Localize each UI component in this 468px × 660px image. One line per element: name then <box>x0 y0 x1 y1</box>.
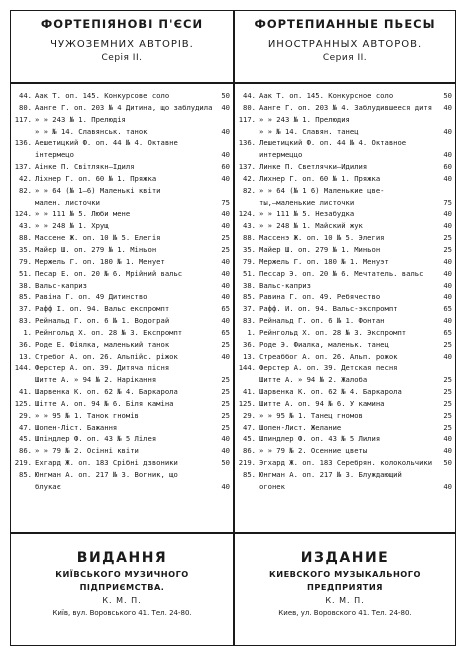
list-item <box>12 208 230 220</box>
item-title: ты,—маленькие листочки <box>259 197 355 207</box>
item-title: Шитте А. » 94 № 2. Жалоба <box>259 375 368 385</box>
item-price: 40 <box>221 102 230 112</box>
item-title: Вальс-каприз <box>259 280 311 290</box>
item-price: 65 <box>221 327 230 337</box>
item-price: 40 <box>443 221 452 231</box>
right-header <box>236 16 454 64</box>
item-title: Шпиндлер Ф. оп. 43 № 5 Лилия <box>259 434 381 444</box>
item-price: 40 <box>443 102 452 112</box>
item-price: 40 <box>443 256 452 266</box>
item-number: 44. <box>19 91 32 100</box>
item-price: 40 <box>443 351 452 361</box>
item-price: 50 <box>443 458 452 468</box>
item-title: Равина Г. оп. 49. Ребячество <box>259 292 381 302</box>
item-number: 45. <box>19 434 32 444</box>
item-number: 1. <box>247 327 256 337</box>
item-number <box>12 374 32 386</box>
item-price: 40 <box>221 173 230 183</box>
list-item <box>236 291 452 303</box>
item-title: Массене Ж. оп. 10 № 5. Елегія <box>35 233 161 243</box>
item-price: 40 <box>443 126 452 136</box>
item-title: Рейнальд Г. оп. 6 № 1. Водограй <box>35 316 170 326</box>
item-number: 85. <box>19 292 32 302</box>
list-item <box>12 303 230 315</box>
list-item <box>12 422 230 434</box>
list-item <box>236 90 452 102</box>
item-title: Майер Ш. оп. 279 № 1. Миньон <box>259 244 381 254</box>
item-price: 25 <box>221 398 230 408</box>
list-item <box>236 161 452 173</box>
item-price: 25 <box>443 410 452 420</box>
list-item <box>236 315 452 327</box>
list-item <box>236 280 452 292</box>
item-number: 117. <box>238 114 256 124</box>
item-title: » » 95 № 1. Танец гномов <box>259 410 363 420</box>
item-price: 25 <box>221 339 230 349</box>
item-price: 65 <box>221 304 230 314</box>
list-item <box>236 220 452 232</box>
item-title: Рафф. И. оп. 94. Вальс-экспромпт <box>259 304 398 314</box>
item-price: 40 <box>443 316 452 326</box>
item-price: 25 <box>443 422 452 432</box>
item-price: 75 <box>443 197 452 207</box>
item-price <box>440 185 452 197</box>
item-price: 40 <box>221 446 230 456</box>
item-number: 137. <box>238 162 256 172</box>
item-number: 38. <box>19 280 32 290</box>
item-price: 25 <box>221 422 230 432</box>
item-title: Равіна Г. оп. 49 Дитинство <box>35 292 148 302</box>
item-number <box>12 149 32 161</box>
list-item <box>236 469 452 481</box>
item-number: 41. <box>19 387 32 397</box>
list-item <box>236 398 452 410</box>
item-number: 86. <box>19 446 32 456</box>
item-price: 25 <box>221 375 230 385</box>
item-price <box>440 137 452 149</box>
item-price <box>440 362 452 374</box>
item-number: 37. <box>19 304 32 314</box>
item-price: 40 <box>221 292 230 302</box>
item-number: 38. <box>243 280 256 290</box>
item-number: 29. <box>19 410 32 420</box>
item-price: 25 <box>443 387 452 397</box>
list-item <box>236 457 452 469</box>
right-footer-title: ИЗДАНИЕ <box>300 550 390 566</box>
list-item <box>236 362 452 374</box>
item-number: 144. <box>238 363 256 373</box>
item-title: Линке П. Светлячки—Идилия <box>259 162 368 172</box>
item-title: Массенэ Ж. оп. 10 № 5. Элегия <box>259 233 385 243</box>
item-title: Шопен-Ліст. Бажання <box>35 422 118 432</box>
item-number: 47. <box>19 422 32 432</box>
item-price: 25 <box>443 398 452 408</box>
left-footer-abbr: К. М. П. <box>102 596 142 605</box>
list-item <box>12 327 230 339</box>
left-subtitle: ЧУЖОЗЕМНИХ АВТОРІВ. <box>50 39 194 50</box>
item-title: блукає <box>35 481 61 491</box>
item-number: 79. <box>243 256 256 266</box>
item-price: 40 <box>221 280 230 290</box>
item-price <box>440 114 452 126</box>
item-price: 60 <box>443 162 452 172</box>
item-number <box>236 374 256 386</box>
item-title: Аінке П. Світлякн—Ідиля <box>35 162 135 172</box>
item-title: » » 111 № 5. Люби мене <box>35 209 131 219</box>
item-title: » » № 14. Славянськ. танок <box>35 126 148 136</box>
item-title: Мержель Г. оп. 180 № 1. Менуэт <box>259 256 389 266</box>
item-title: » » № 14. Славян. танец <box>259 126 359 136</box>
list-item <box>236 481 452 493</box>
item-number: 47. <box>243 422 256 432</box>
list-item <box>236 232 452 244</box>
item-number: 36. <box>19 339 32 349</box>
list-item <box>236 208 452 220</box>
list-item <box>12 244 230 256</box>
item-number: 82. <box>19 185 32 195</box>
item-price: 40 <box>443 268 452 278</box>
item-title: мален. листочки <box>35 197 100 207</box>
item-number: 29. <box>243 410 256 420</box>
item-price <box>218 185 230 197</box>
item-title: Пессар Э. оп. 20 № 6. Мечтатель. вальс <box>259 268 424 278</box>
item-price: 25 <box>221 387 230 397</box>
item-number: 219. <box>14 458 32 468</box>
item-number <box>236 197 256 209</box>
right-title: ФОРТЕПИАННЫЕ ПЬЕСЫ <box>254 17 436 31</box>
item-number: 136. <box>14 138 32 148</box>
item-price <box>218 137 230 149</box>
item-number: 82. <box>243 185 256 195</box>
item-title: Рафф І. оп. 94. Вальс експромпт <box>35 304 170 314</box>
item-title: Юнгман А. оп. 217 № 3. Блуждающий <box>259 470 402 479</box>
item-number: 86. <box>243 446 256 456</box>
item-title: Ліхнер Г. оп. 60 № 1. Пряжка <box>35 173 157 183</box>
item-number: 144. <box>14 363 32 373</box>
list-item <box>236 386 452 398</box>
list-item <box>236 339 452 351</box>
list-item <box>236 327 452 339</box>
item-title: Песар Е. оп. 20 № 6. Мрійний вальс <box>35 268 183 278</box>
list-item <box>12 398 230 410</box>
item-price: 40 <box>443 280 452 290</box>
left-footer-address: Київ, вул. Воровського 41. Тел. 24-80. <box>52 609 192 617</box>
item-price: 40 <box>443 434 452 444</box>
list-item <box>236 433 452 445</box>
item-price: 40 <box>221 150 230 160</box>
item-price: 40 <box>443 446 452 456</box>
item-price: 40 <box>443 292 452 302</box>
item-number: 51. <box>243 268 256 278</box>
item-number <box>236 126 256 138</box>
left-header <box>12 16 232 64</box>
item-price: 75 <box>221 197 230 207</box>
item-price: 25 <box>221 233 230 243</box>
item-title: Шитте А. оп. 94 № 6. У камина <box>259 398 385 408</box>
left-price-list <box>12 90 230 493</box>
item-number: 41. <box>243 387 256 397</box>
item-price <box>218 362 230 374</box>
list-item <box>12 386 230 398</box>
list-item <box>12 291 230 303</box>
item-number: 42. <box>19 173 32 183</box>
item-price: 50 <box>443 91 452 100</box>
item-title: Лешетицкий Ф. оп. 44 № 4. Октавное <box>259 138 407 148</box>
item-number: 124. <box>14 209 32 219</box>
item-title: Аак Т. оп. 145. Конкурсное соло <box>259 91 394 100</box>
item-price <box>218 114 230 126</box>
item-title: » » 248 № 1. Майский жук <box>259 221 363 231</box>
item-title: Шарвенка К. оп. 62 № 4. Баркарола <box>259 387 402 397</box>
list-item <box>12 185 230 197</box>
item-number: 83. <box>19 316 32 326</box>
item-number: 35. <box>19 244 32 254</box>
item-title: Ехгард Ж. оп. 183 Срібні дзвоники <box>35 458 178 468</box>
left-footer-title: ВИДАННЯ <box>76 550 168 566</box>
list-item <box>236 114 452 126</box>
item-title: Мержель Г. оп. 180 № 1. Менует <box>35 256 165 266</box>
item-number <box>12 481 32 493</box>
item-number: 43. <box>19 221 32 231</box>
item-price: 65 <box>443 304 452 314</box>
item-title: Аанге Г. оп. 203 № 4 Дитина, що заблудила <box>35 102 213 112</box>
item-price: 40 <box>443 173 452 183</box>
item-title: Стреаббог А. оп. 26. Альп. рожок <box>259 351 398 361</box>
list-item <box>236 268 452 280</box>
right-footer-address: Киев, ул. Воровского 41. Тел. 24-80. <box>278 609 412 617</box>
list-item <box>12 137 230 149</box>
list-item <box>12 114 230 126</box>
item-price: 25 <box>443 339 452 349</box>
list-item <box>12 149 230 161</box>
item-title: Шітте А. оп. 94 № 6. Біля каміна <box>35 398 174 408</box>
list-item <box>12 268 230 280</box>
list-item <box>12 173 230 185</box>
item-title: интермеццо <box>259 150 303 160</box>
list-item <box>12 351 230 363</box>
right-footer-abbr: К. М. П. <box>325 596 365 605</box>
list-item <box>236 303 452 315</box>
item-price: 40 <box>221 434 230 444</box>
item-number <box>236 481 256 493</box>
item-price: 25 <box>221 244 230 254</box>
item-price: 50 <box>221 458 230 468</box>
item-number: 83. <box>243 316 256 326</box>
list-item <box>12 315 230 327</box>
left-footer-publisher: КИЇВСЬКОГО МУЗИЧНОГО ПІДПРИЄМСТВА. <box>55 569 189 592</box>
list-item <box>236 445 452 457</box>
item-price <box>440 469 452 481</box>
list-item <box>12 256 230 268</box>
item-title: Ферстер А. оп. 39. Детская песня <box>259 363 398 373</box>
header-divider <box>10 82 456 84</box>
item-title: » » 248 № 1. Хрущ <box>35 221 109 231</box>
list-item <box>236 126 452 138</box>
item-title: огонек <box>259 481 285 491</box>
item-number: 137. <box>14 162 32 172</box>
item-price: 25 <box>221 410 230 420</box>
item-price: 40 <box>221 268 230 278</box>
list-item <box>12 280 230 292</box>
item-number <box>12 197 32 209</box>
item-title: Аешетицкий Ф. оп. 44 № 4. Октавне <box>35 138 178 148</box>
left-title: ФОРТЕПІЯНОВІ П'ЄСИ <box>40 17 204 31</box>
item-price: 40 <box>221 351 230 361</box>
item-title: Вальс-каприз <box>35 280 87 290</box>
item-title: Аак Т. оп. 145. Конкурсове соло <box>35 91 170 100</box>
item-price <box>218 469 230 481</box>
list-item <box>12 445 230 457</box>
left-series: Серія II. <box>101 53 143 63</box>
item-title: Шопен-Лист. Желание <box>259 422 342 432</box>
list-item <box>236 102 452 114</box>
item-title: Майєр Ш. оп. 279 № 1. Міньон <box>35 244 157 254</box>
item-title: Шарвенка К. оп. 62 № 4. Баркарола <box>35 387 178 397</box>
footer-divider <box>10 532 456 534</box>
item-number: 44. <box>243 91 256 100</box>
item-number: 85. <box>243 292 256 302</box>
right-series: Серия II. <box>322 53 368 63</box>
list-item <box>236 374 452 386</box>
list-item <box>12 469 230 481</box>
item-number: 219. <box>238 458 256 468</box>
list-item <box>12 481 230 493</box>
list-item <box>12 410 230 422</box>
right-price-list <box>236 90 452 493</box>
list-item <box>12 220 230 232</box>
list-item <box>12 232 230 244</box>
item-price: 40 <box>221 481 230 491</box>
item-title: » » 79 № 2. Осенние цветы <box>259 446 368 456</box>
item-number: 80. <box>243 102 256 112</box>
item-price: 40 <box>221 209 230 219</box>
item-price: 40 <box>443 150 452 160</box>
list-item <box>236 185 452 197</box>
item-title: Лихнер Г. оп. 60 № 1. Пряжка <box>259 173 381 183</box>
item-number: 88. <box>243 233 256 243</box>
list-item <box>12 161 230 173</box>
item-number: 51. <box>19 268 32 278</box>
item-title: Аанге Г. оп. 203 № 4. Заблудившееся дитя <box>259 102 433 112</box>
list-item <box>12 126 230 138</box>
item-number: 36. <box>243 339 256 349</box>
list-item <box>12 374 230 386</box>
item-number: 37. <box>243 304 256 314</box>
item-number: 79. <box>19 256 32 266</box>
item-title: Эгхард Ж. оп. 183 Серебрян. колокольчики <box>259 458 433 468</box>
list-item <box>12 339 230 351</box>
item-title: » » 79 № 2. Осінні квіти <box>35 446 139 456</box>
item-price: 40 <box>221 256 230 266</box>
item-price: 40 <box>443 481 452 491</box>
item-number: 43. <box>243 221 256 231</box>
item-number: 88. <box>19 233 32 243</box>
list-item <box>236 422 452 434</box>
item-number: 1. <box>23 327 32 337</box>
list-item <box>236 149 452 161</box>
list-item <box>236 410 452 422</box>
item-title: Юнгман А. оп. 217 № 3. Вогник, що <box>35 470 178 479</box>
list-item <box>236 256 452 268</box>
item-title: Шитте А. » 94 № 2. Нарікання <box>35 375 157 385</box>
item-title: » » 64 (№ 1 6) Маленькие цве- <box>259 185 385 195</box>
right-subtitle: ИНОСТРАННЫХ АВТОРОВ. <box>267 39 423 50</box>
item-number: 125. <box>238 398 256 408</box>
item-title: Ферстер А. оп. 39. Дитяча пісня <box>35 363 170 373</box>
list-item <box>236 173 452 185</box>
item-price: 25 <box>443 375 452 385</box>
item-number: 125. <box>14 398 32 408</box>
item-number: 136. <box>238 138 256 148</box>
column-divider <box>233 10 235 646</box>
item-price: 40 <box>221 126 230 136</box>
item-number: 124. <box>238 209 256 219</box>
list-item <box>12 457 230 469</box>
item-title: » » 95 № 1. Танок гномів <box>35 410 139 420</box>
item-title: Рейнальд Г. оп. 6 № 1. Фонтан <box>259 316 385 326</box>
item-title: Роде Э. Фиалка, маленьк. танец <box>259 339 389 349</box>
list-item <box>12 197 230 209</box>
right-footer-publisher: КИЕВСКОГО МУЗЫКАЛЬНОГО ПРЕДПРИЯТИЯ <box>269 569 421 592</box>
list-item <box>236 244 452 256</box>
list-item <box>12 90 230 102</box>
item-price: 40 <box>443 209 452 219</box>
item-price: 40 <box>221 316 230 326</box>
right-footer <box>236 548 454 620</box>
item-price: 25 <box>443 244 452 254</box>
item-number: 13. <box>19 351 32 361</box>
list-item <box>12 362 230 374</box>
item-price: 50 <box>221 91 230 100</box>
item-number: 13. <box>243 351 256 361</box>
item-title: Шпіндлер Ф. оп. 43 № 5 Лілея <box>35 434 157 444</box>
item-title: » » 64 (№ 1—6) Маленькі квіти <box>35 185 161 195</box>
item-title: » » 243 № 1. Прелюдія <box>35 114 126 124</box>
item-number <box>236 149 256 161</box>
list-item <box>12 102 230 114</box>
item-title: інтермецо <box>35 150 74 160</box>
item-number: 85. <box>19 470 32 479</box>
item-number: 117. <box>14 114 32 124</box>
item-number: 42. <box>243 173 256 183</box>
list-item <box>236 351 452 363</box>
item-number <box>12 126 32 138</box>
item-number: 35. <box>243 244 256 254</box>
item-number: 45. <box>243 434 256 444</box>
item-title: Стребог А. оп. 26. Альпійс. ріжок <box>35 351 178 361</box>
left-footer <box>12 548 232 620</box>
item-price: 40 <box>221 221 230 231</box>
item-title: Роде Е. Фіялка, маленький танок <box>35 339 170 349</box>
item-price: 25 <box>443 233 452 243</box>
item-title: » » 111 № 5. Незабудка <box>259 209 355 219</box>
item-number: 85. <box>243 470 256 479</box>
item-title: Рейнгольд Х. оп. 28 № 3. Експромпт <box>35 327 183 337</box>
item-number: 80. <box>19 102 32 112</box>
item-price: 65 <box>443 327 452 337</box>
item-price: 60 <box>221 162 230 172</box>
item-title: » » 243 № 1. Прелюдия <box>259 114 350 124</box>
item-title: Рейнгольд Х. оп. 28 № 3. Экспромпт <box>259 327 407 337</box>
list-item <box>12 433 230 445</box>
list-item <box>236 197 452 209</box>
list-item <box>236 137 452 149</box>
